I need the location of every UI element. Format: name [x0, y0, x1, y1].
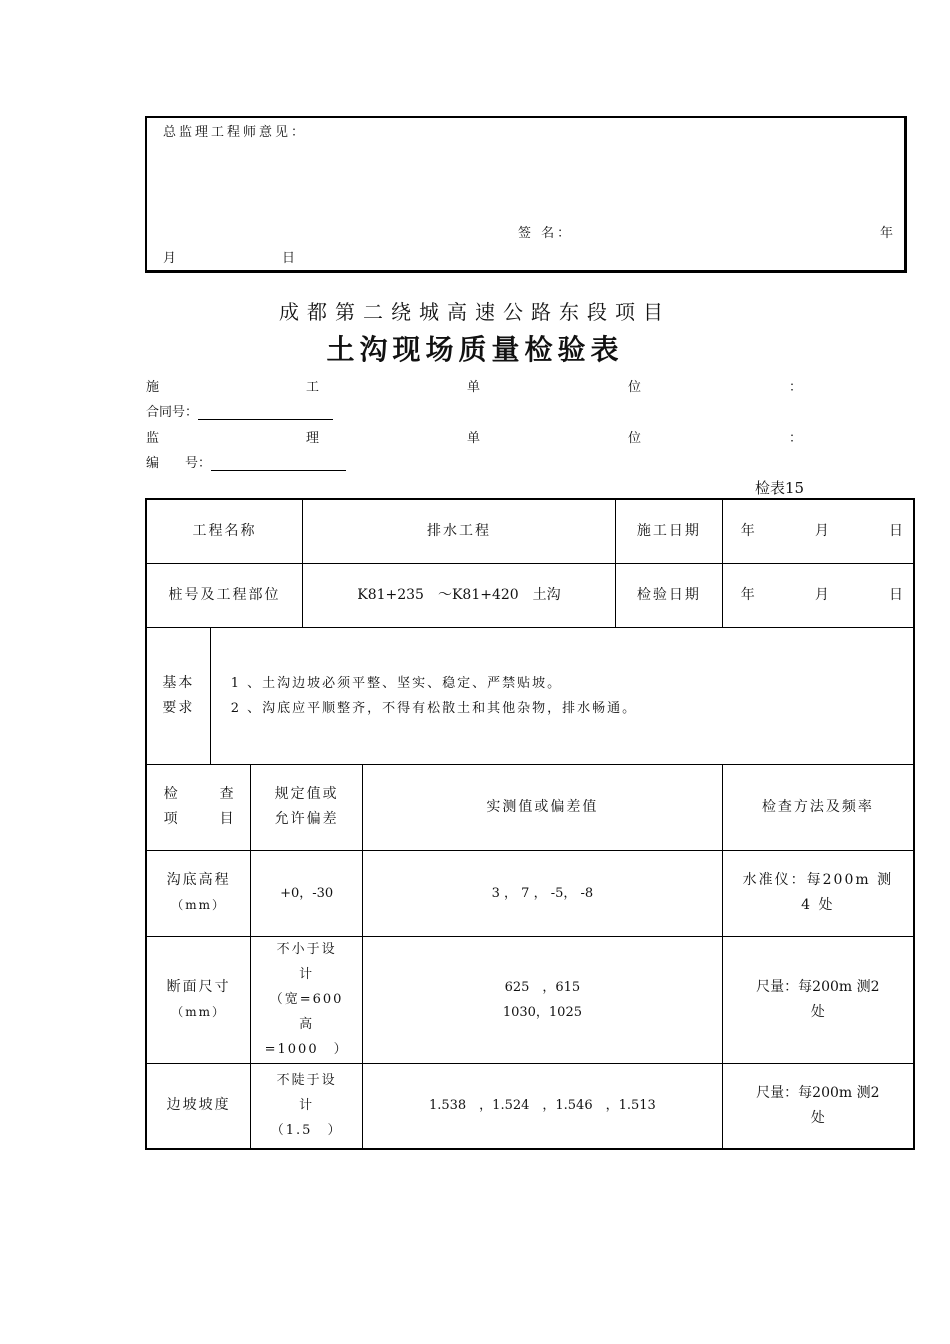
requirements-row — [146, 627, 914, 764]
serial-line — [146, 452, 346, 471]
station-value: K81+235 ～K81+420 土沟 — [302, 563, 615, 627]
contractor-char: ： — [789, 380, 803, 395]
signature-label: 签 名： — [518, 226, 574, 241]
col-header-item-b: 项 目 — [163, 811, 234, 827]
row-measured — [363, 850, 723, 936]
row-item-name: 边坡坡度 — [166, 1097, 231, 1114]
row-item-unit: （mm） — [171, 1004, 226, 1019]
project-name-row — [146, 499, 914, 563]
col-header-spec-a: 规定值或 — [274, 786, 339, 802]
row-spec — [251, 936, 363, 1063]
station-row — [146, 563, 914, 627]
row-item-unit: （mm） — [171, 898, 226, 912]
supervisor-char: 位 — [628, 431, 642, 446]
col-header-item-a: 检 查 — [163, 786, 234, 802]
row-method — [722, 1063, 914, 1149]
supervisor-char: ： — [789, 431, 803, 446]
row-measured — [363, 1063, 723, 1149]
row-spec — [251, 850, 363, 936]
row-spec-line: （宽=600 — [269, 992, 344, 1007]
supervisor-char: 监 — [146, 431, 160, 446]
row-item-name: 沟底高程 — [166, 872, 231, 888]
row-spec-line: 计 — [299, 1098, 315, 1114]
serial-label: 编 号： — [146, 456, 212, 471]
date-year: 年 — [740, 586, 755, 603]
requirements-label-line1: 基本 — [162, 674, 195, 691]
col-header-spec — [251, 764, 363, 850]
date-month: 月 — [814, 586, 829, 603]
contract-no-line — [146, 401, 333, 420]
row-method-line: 尺量：每200m 测2 — [756, 1084, 880, 1101]
station-label: 桩号及工程部位 — [146, 563, 302, 627]
col-header-spec-b: 允许偏差 — [274, 811, 339, 827]
opinion-label: 总监理工程师意见： — [163, 125, 308, 140]
row-method — [722, 936, 914, 1063]
row-measured — [363, 936, 723, 1063]
project-title: 成都第二绕城高速公路东段项目 — [279, 300, 671, 324]
project-name-value: 排水工程 — [302, 499, 615, 563]
opinion-year: 年 — [880, 226, 894, 241]
requirements-label — [146, 627, 210, 764]
construction-date-label: 施工日期 — [615, 499, 722, 563]
col-header-item — [146, 764, 251, 850]
inspection-date-value[interactable] — [722, 563, 914, 627]
contract-no-label: 合同号： — [146, 405, 199, 420]
row-spec-line: （1.5 ） — [270, 1123, 343, 1139]
supervisor-char: 单 — [467, 431, 481, 446]
row-spec-line: 不陡于设 — [276, 1073, 337, 1089]
row-item — [146, 936, 251, 1063]
requirements-label-line2: 要求 — [162, 699, 195, 716]
row-measured-line: 1.538 ，1.524 ，1.546 ，1.513 — [428, 1098, 656, 1114]
table-row — [146, 850, 914, 936]
form-number: 检表15 — [755, 479, 805, 497]
date-day: 日 — [889, 522, 903, 539]
row-method-line: 处 — [810, 1109, 825, 1126]
row-method — [722, 850, 914, 936]
requirement-item: 2 、沟底应平顺整齐，不得有松散土和其他杂物，排水畅通。 — [230, 700, 638, 716]
opinion-month: 月 — [163, 251, 177, 266]
construction-date-value[interactable] — [722, 499, 914, 563]
row-spec-line: +0，-30 — [280, 885, 334, 901]
row-spec — [251, 1063, 363, 1149]
row-method-line: 水准仪：每200m 测 — [742, 872, 894, 888]
contractor-char: 工 — [306, 380, 320, 395]
row-item — [146, 1063, 251, 1149]
inspection-table — [145, 498, 915, 1150]
inspection-date-label: 检验日期 — [615, 563, 722, 627]
row-method-line: 尺量：每200m 测2 — [756, 978, 880, 995]
serial-field[interactable] — [211, 454, 346, 471]
column-header-row — [146, 764, 914, 850]
row-method-line: 处 — [810, 1003, 825, 1020]
col-header-method: 检查方法及频率 — [722, 764, 914, 850]
row-spec-line: =1000 ） — [264, 1042, 349, 1057]
requirement-item: 1 、土沟边坡必须平整、坚实、稳定、严禁贴坡。 — [230, 675, 563, 691]
date-year: 年 — [740, 522, 755, 539]
row-spec-line: 计 — [299, 967, 315, 982]
supervisor-char: 理 — [306, 431, 320, 446]
contractor-char: 位 — [628, 380, 642, 395]
table-row — [146, 1063, 914, 1149]
row-spec-line: 不小于设 — [276, 942, 337, 957]
row-item-name: 断面尺寸 — [166, 978, 231, 995]
contract-no-field[interactable] — [198, 403, 333, 420]
opinion-day: 日 — [282, 251, 296, 266]
row-measured-line: 1030，1025 — [502, 1004, 582, 1020]
row-method-line: 4 处 — [801, 897, 835, 913]
table-row — [146, 936, 914, 1063]
contractor-char: 施 — [146, 380, 160, 395]
col-header-measured: 实测值或偏差值 — [363, 764, 723, 850]
project-name-label: 工程名称 — [146, 499, 302, 563]
form-title: 土沟现场质量检验表 — [326, 333, 624, 366]
row-measured-line: 625 ，615 — [504, 979, 581, 995]
row-measured-line: 3 ， 7 ， -5， -8 — [491, 885, 594, 901]
date-month: 月 — [814, 522, 829, 539]
row-item — [146, 850, 251, 936]
requirements-content — [210, 627, 914, 764]
contractor-char: 单 — [467, 380, 481, 395]
row-spec-line: 高 — [299, 1017, 315, 1032]
date-day: 日 — [889, 586, 903, 603]
